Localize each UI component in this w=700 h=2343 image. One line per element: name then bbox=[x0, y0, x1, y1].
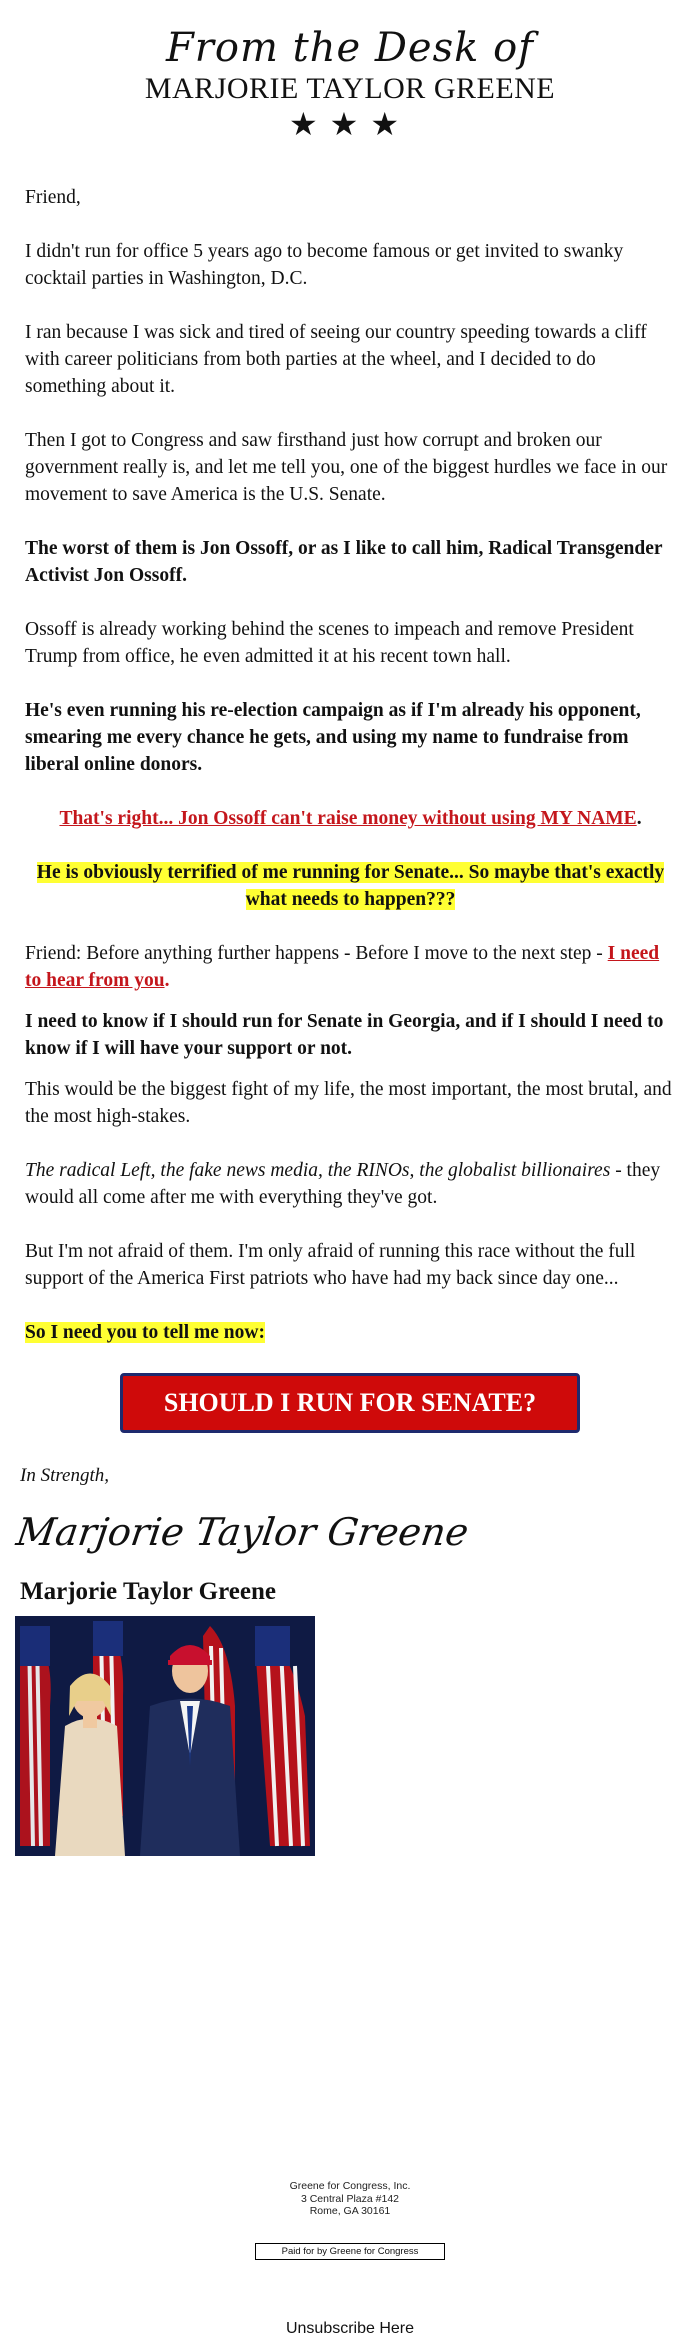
ossoff-name-link[interactable]: That's right... Jon Ossoff can't raise money without using MY NAME bbox=[59, 808, 637, 829]
closing bbox=[0, 1465, 700, 1606]
unsubscribe-wrapper bbox=[0, 2320, 700, 2338]
desk-line: From the Desk of bbox=[166, 25, 534, 71]
paragraph-2: I ran because I was sick and tired of seeing our country speeding towards a cliff with career politicians from both parties at the wheel, and I decided to do something about it. bbox=[25, 322, 647, 397]
paragraph-5: Ossoff is already working behind the scenes to impeach and remove President Trump from office, he even admitted it at his recent town hall. bbox=[25, 619, 634, 667]
red-link-paragraph bbox=[25, 805, 676, 832]
run-for-senate-button[interactable]: SHOULD I RUN FOR SENATE? bbox=[120, 1373, 580, 1433]
paragraph-11-italic: The radical Left, the fake news media, the RINOs, the globalist billionaires bbox=[25, 1160, 611, 1181]
highlight-paragraph bbox=[25, 859, 676, 913]
street-address: 3 Central Plaza #142 bbox=[300, 2192, 400, 2205]
cta-wrapper bbox=[0, 1373, 700, 1433]
signature-text: Marjorie Taylor Greene bbox=[13, 1511, 472, 1555]
mailing-address bbox=[0, 2180, 700, 2218]
paragraph-11 bbox=[25, 1157, 676, 1211]
greeting: Friend, bbox=[25, 187, 81, 208]
paragraph-9: I need to know if I should run for Senate in Georgia, and if I should I need to know if I will have your support or not. bbox=[25, 1011, 664, 1059]
paragraph-6: He's even running his re-election campaign as if I'm already his opponent, smearing me every chance he gets, and using my name to fundraise from liberal online donors. bbox=[25, 700, 641, 775]
paid-for-box bbox=[0, 2241, 700, 2260]
paragraph-8 bbox=[25, 940, 676, 994]
paragraph-8-period: . bbox=[164, 970, 170, 991]
highlight-text: He is obviously terrified of me running for Senate... So maybe that's exactly what needs to happen??? bbox=[36, 862, 665, 910]
paragraph-10: This would be the biggest fight of my life, the most important, the most brutal, and the most high-stakes. bbox=[25, 1079, 672, 1127]
hear-from-you-link[interactable]: I need to hear from you bbox=[25, 943, 660, 991]
tell-me-now-text: So I need you to tell me now: bbox=[25, 1322, 265, 1343]
header-name: MARJORIE TAYLOR GREENE bbox=[144, 72, 556, 105]
paragraph-4: The worst of them is Jon Ossoff, or as I like to call him, Radical Transgender Activist Jon Ossoff. bbox=[25, 538, 663, 586]
stars-icon: ★★★ bbox=[288, 106, 412, 142]
unsubscribe-link[interactable]: Unsubscribe Here bbox=[285, 2320, 415, 2337]
paragraph-12: But I'm not afraid of them. I'm only afraid of running this race without the full support of the America First patriots who have had my back since day one... bbox=[25, 1241, 636, 1289]
letter-header bbox=[0, 0, 700, 140]
org-name: Greene for Congress, Inc. bbox=[289, 2180, 411, 2192]
city-state-zip: Rome, GA 30161 bbox=[309, 2205, 391, 2217]
paragraph-3: Then I got to Congress and saw firsthand just how corrupt and broken our government really is, and let me tell you, one of the biggest hurdles we face in our movement to save America is the U.S. Senate. bbox=[25, 430, 668, 505]
signer-name: Marjorie Taylor Greene bbox=[20, 1578, 276, 1605]
paragraph-8-text: Friend: Before anything further happens - Before I move to the next step - bbox=[25, 943, 608, 964]
signature-image bbox=[13, 1495, 472, 1567]
flag-left bbox=[20, 1626, 51, 1846]
paragraph-11-rest: - they would all come after me with everything they've got. bbox=[25, 1160, 661, 1208]
paragraph-13 bbox=[25, 1319, 676, 1346]
paid-for-text: Paid for by Greene for Congress bbox=[255, 2243, 445, 2260]
paragraph-1: I didn't run for office 5 years ago to become famous or get invited to swanky cocktail parties in Washington, D.C. bbox=[25, 241, 624, 289]
campaign-photo bbox=[15, 1616, 315, 1856]
red-link-period: . bbox=[636, 808, 642, 829]
letter-body bbox=[0, 184, 700, 1346]
photo-illustration bbox=[15, 1616, 315, 1856]
in-strength: In Strength, bbox=[20, 1465, 110, 1486]
